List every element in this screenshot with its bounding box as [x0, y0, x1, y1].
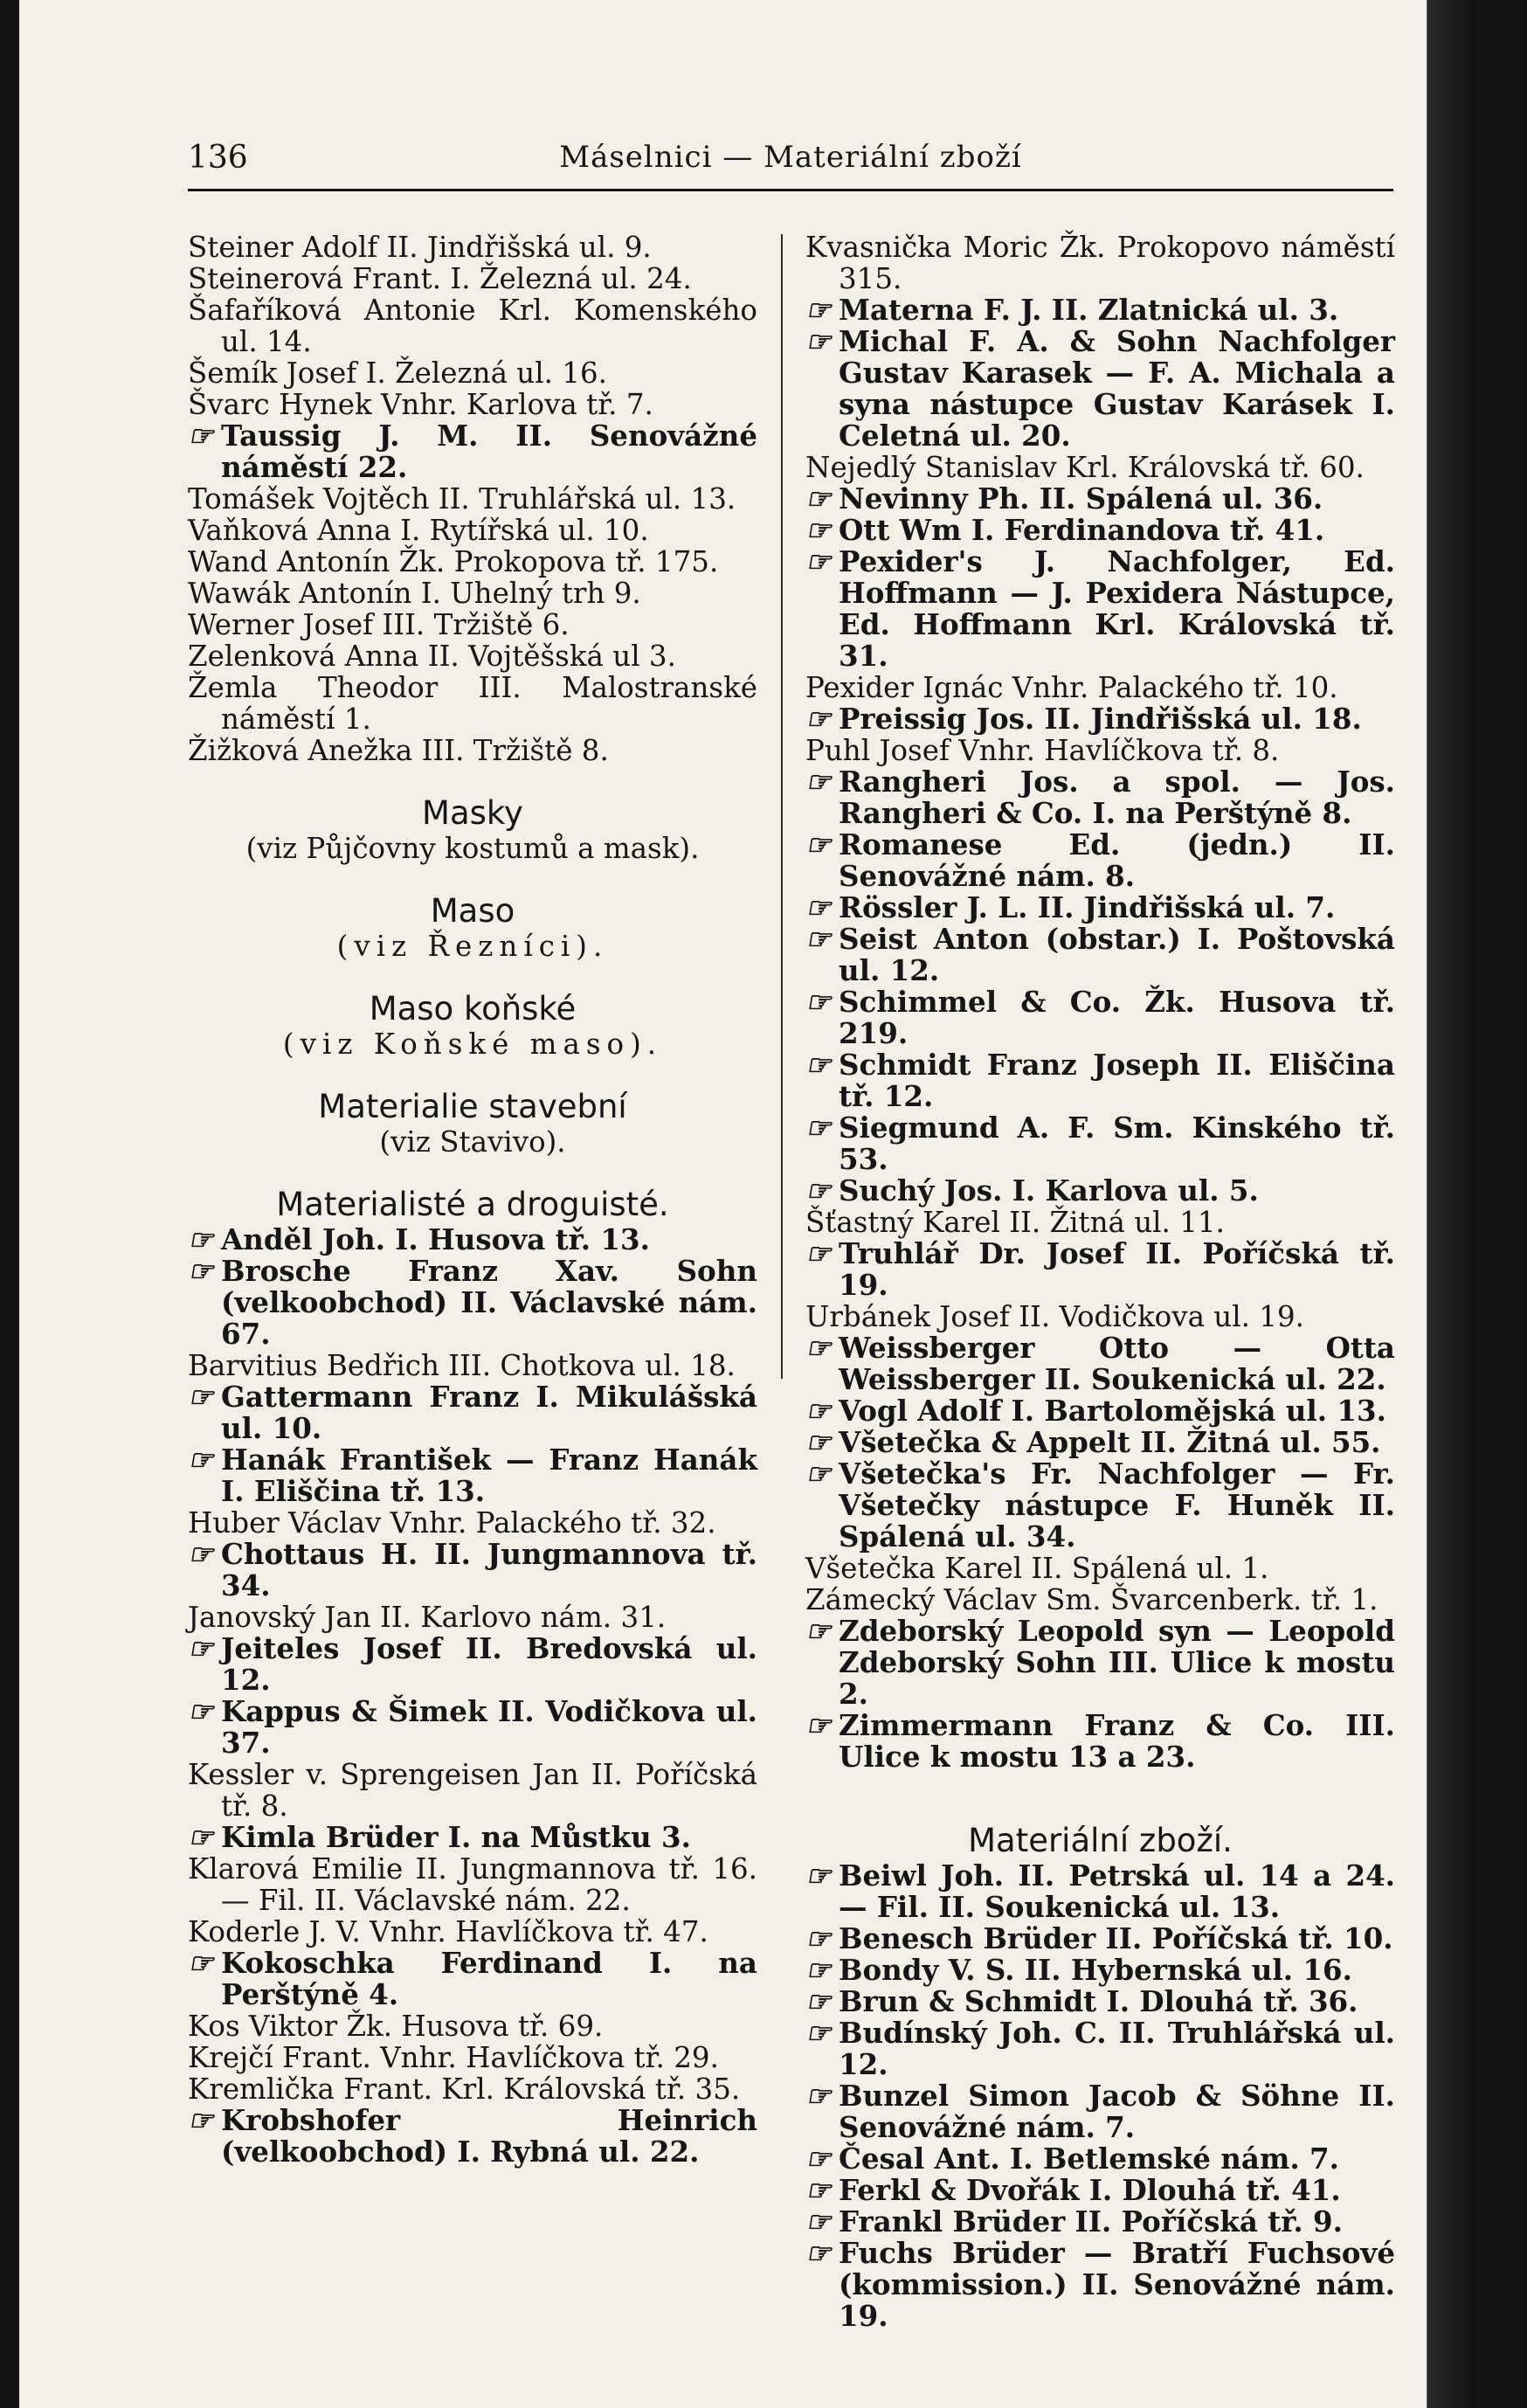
pointing-hand-icon: ☞ [805, 922, 832, 956]
pointing-hand-icon: ☞ [188, 1694, 214, 1728]
entry-text: Romanese Ed. (jedn.) II. Senovážné nám. 8. [839, 827, 1395, 893]
directory-entry [188, 1224, 757, 1256]
directory-entry [188, 578, 757, 609]
entry-text: Anděl Joh. I. Husova tř. 13. [221, 1222, 650, 1256]
directory-entry [188, 2010, 757, 2042]
pointing-hand-icon: ☞ [805, 1048, 832, 1082]
pointing-hand-icon: ☞ [805, 2079, 832, 2113]
directory-entry [805, 892, 1395, 924]
section-title: Masky [422, 794, 523, 832]
directory-entry [188, 1444, 757, 1507]
entry-text: Rössler J. L. II. Jindřišská ul. 7. [839, 890, 1336, 924]
entry-text: Chottaus H. II. Jungmannova tř. 34. [221, 1537, 757, 1602]
entry-list [805, 232, 1395, 1773]
pointing-hand-icon: ☞ [188, 1537, 214, 1571]
entry-text: Zámecký Václav Sm. Švarcenberk. tř. 1. [805, 1583, 1378, 1616]
page-header [188, 140, 1393, 183]
directory-entry [188, 483, 757, 515]
directory-page [19, 0, 1476, 2408]
pointing-hand-icon: ☞ [805, 2173, 832, 2207]
entry-text: Hanák František — Franz Hanák I. Eliščina tř. 13. [221, 1443, 757, 1508]
section-title: Maso [430, 892, 515, 930]
pointing-hand-icon: ☞ [805, 1331, 832, 1365]
directory-entry [805, 1207, 1395, 1238]
directory-entry [805, 232, 1395, 294]
entry-text: Žemla Theodor III. Malostranské náměstí 1. [188, 671, 757, 736]
entry-text: Preissig Jos. II. Jindřišská ul. 18. [839, 702, 1362, 736]
directory-entry [805, 829, 1395, 892]
directory-entry [805, 546, 1395, 672]
entry-text: Krejčí Frant. Vnhr. Havlíčkova tř. 29. [188, 2041, 719, 2074]
entry-text: Materna F. J. II. Zlatnická ul. 3. [839, 293, 1339, 327]
directory-entry [188, 2073, 757, 2105]
left-column [188, 232, 757, 2168]
entry-text: Krobshofer Heinrich (velkoobchod) I. Rybná ul. 22. [221, 2103, 757, 2169]
directory-entry [188, 2042, 757, 2073]
section-title: Maso koňské [369, 990, 577, 1028]
directory-entry [805, 1175, 1395, 1207]
header-rule [188, 189, 1393, 191]
directory-entry [188, 735, 757, 766]
entry-text: Šemík Josef I. Železná ul. 16. [188, 356, 607, 390]
entry-text: Kessler v. Sprengeisen Jan II. Poříčská tř. 8. [188, 1758, 757, 1823]
directory-entry [188, 1507, 757, 1539]
entry-text: Švarc Hynek Vnhr. Karlova tř. 7. [188, 388, 653, 421]
directory-entry [805, 1301, 1395, 1332]
entry-text: Zelenková Anna II. Vojtěšská ul 3. [188, 640, 676, 673]
directory-entry [805, 515, 1395, 546]
entry-text: Huber Václav Vnhr. Palackého tř. 32. [188, 1506, 716, 1540]
directory-entry [188, 1916, 757, 1948]
pointing-hand-icon: ☞ [805, 1394, 832, 1428]
directory-entry [188, 640, 757, 672]
directory-entry [805, 1049, 1395, 1112]
entry-text: Šafaříková Antonie Krl. Komenského ul. 14. [188, 294, 757, 358]
pointing-hand-icon: ☞ [805, 1984, 832, 2018]
directory-entry [805, 1860, 1395, 1923]
directory-entry [805, 1955, 1395, 1986]
entry-list [188, 232, 757, 766]
directory-entry [188, 1853, 757, 1916]
directory-entry [805, 2017, 1395, 2080]
directory-entry [805, 1458, 1395, 1553]
entry-text: Seist Anton (obstar.) I. Poštovská ul. 12. [839, 922, 1395, 987]
pointing-hand-icon: ☞ [188, 2103, 214, 2137]
directory-entry [188, 609, 757, 640]
section-title: Materiální zboží. [968, 1822, 1233, 1859]
entry-text: Taussig J. M. II. Senovážné náměstí 22. [221, 419, 757, 484]
directory-entry [188, 1602, 757, 1633]
directory-entry [188, 515, 757, 546]
entry-text: Wawák Antonín I. Uhelný trh 9. [188, 577, 641, 610]
pointing-hand-icon: ☞ [805, 1425, 832, 1459]
directory-entry [805, 2143, 1395, 2175]
column-divider [781, 234, 783, 1379]
entry-text: Zdeborský Leopold syn — Leopold Zdeborský Sohn III. Ulice k mostu 2. [839, 1614, 1395, 1711]
pointing-hand-icon: ☞ [805, 985, 832, 1019]
directory-entry [188, 2105, 757, 2168]
pointing-hand-icon: ☞ [188, 1820, 214, 1854]
directory-entry [188, 1948, 757, 2010]
directory-entry [188, 546, 757, 578]
directory-entry [805, 1427, 1395, 1458]
section-note: (viz Půjčovny kostumů a mask). [245, 832, 700, 865]
directory-entry [805, 452, 1395, 483]
entry-text: Nevinny Ph. II. Spálená ul. 36. [839, 481, 1323, 516]
entry-text: Budínský Joh. C. II. Truhlářská ul. 12. [839, 2016, 1395, 2081]
pointing-hand-icon: ☞ [805, 481, 832, 516]
entry-text: Bunzel Simon Jacob & Söhne II. Senovážné nám. 7. [839, 2079, 1395, 2144]
pointing-hand-icon: ☞ [805, 513, 832, 547]
section-note: (viz Řezníci). [336, 930, 609, 963]
entry-text: Weissberger Otto — Otta Weissberger II. Soukenická ul. 22. [839, 1331, 1395, 1396]
entry-text: Česal Ant. I. Betlemské nám. 7. [839, 2142, 1339, 2176]
pointing-hand-icon: ☞ [805, 324, 832, 358]
pointing-hand-icon: ☞ [805, 2142, 832, 2176]
entry-text: Suchý Jos. I. Karlova ul. 5. [839, 1173, 1259, 1207]
entry-text: Kremlička Frant. Krl. Královská tř. 35. [188, 2072, 741, 2106]
entry-text: Puhl Josef Vnhr. Havlíčkova tř. 8. [805, 734, 1280, 767]
directory-entry [805, 1986, 1395, 2017]
pointing-hand-icon: ☞ [805, 765, 832, 799]
entry-text: Janovský Jan II. Karlovo nám. 31. [188, 1601, 667, 1634]
directory-entry [188, 1381, 757, 1444]
entry-text: Kos Viktor Žk. Husova tř. 69. [188, 2010, 604, 2043]
pointing-hand-icon: ☞ [805, 2236, 832, 2270]
directory-entry [805, 2080, 1395, 2143]
entry-text: Steiner Adolf II. Jindřišská ul. 9. [188, 231, 652, 264]
entry-text: Klarová Emilie II. Jungmannova tř. 16. — Fil. II. Václavské nám. 22. [188, 1852, 757, 1917]
directory-entry [188, 672, 757, 735]
pointing-hand-icon: ☞ [805, 1953, 832, 1987]
entry-text: Benesch Brüder II. Poříčská tř. 10. [839, 1921, 1393, 1955]
entry-text: Bondy V. S. II. Hybernská ul. 16. [839, 1953, 1352, 1987]
entry-text: Schimmel & Co. Žk. Husova tř. 219. [839, 985, 1395, 1050]
directory-entry [805, 735, 1395, 766]
entry-list [188, 1224, 757, 2168]
directory-entry [805, 1332, 1395, 1395]
pointing-hand-icon: ☞ [805, 1708, 832, 1742]
entry-text: Kimla Brüder I. na Můstku 3. [221, 1820, 691, 1854]
pointing-hand-icon: ☞ [805, 2204, 832, 2238]
directory-entry [188, 357, 757, 389]
page-number: 136 [188, 140, 248, 176]
entry-text: Wand Antonín Žk. Prokopova tř. 175. [188, 545, 719, 578]
section-note: (viz Koňské maso). [282, 1028, 663, 1061]
running-title: Máselnici — Materiální zboží [559, 140, 1022, 175]
entry-text: Gattermann Franz I. Mikulášská ul. 10. [221, 1380, 757, 1445]
pointing-hand-icon: ☞ [188, 1380, 214, 1414]
right-column [805, 232, 1395, 2332]
pointing-hand-icon: ☞ [805, 827, 832, 861]
section-title: Materialie stavební [318, 1088, 627, 1125]
pointing-hand-icon: ☞ [805, 1858, 832, 1892]
entry-text: Fuchs Brüder — Bratří Fuchsové (kommission.) II. Senovážné nám. 19. [839, 2236, 1395, 2333]
directory-entry [188, 389, 757, 420]
entry-text: Jeiteles Josef II. Bredovská ul. 12. [221, 1631, 757, 1697]
directory-entry [805, 1112, 1395, 1175]
directory-entry [188, 1256, 757, 1350]
pointing-hand-icon: ☞ [805, 293, 832, 327]
directory-entry [188, 263, 757, 294]
directory-entry [805, 672, 1395, 703]
entry-text: Všetečka's Fr. Nachfolger — Fr. Všetečky nástupce F. Huněk II. Spálená ul. 34. [839, 1457, 1395, 1553]
entry-text: Michal F. A. & Sohn Nachfolger Gustav Karasek — F. A. Michala a syna nástupce Gustav Karásek I. Celetná ul. 20. [839, 324, 1395, 453]
entry-text: Schmidt Franz Joseph II. Eliščina tř. 12. [839, 1048, 1395, 1113]
directory-entry [805, 326, 1395, 452]
directory-entry [805, 483, 1395, 515]
directory-entry [188, 420, 757, 483]
entry-text: Kvasnička Moric Žk. Prokopovo náměstí 315. [805, 231, 1395, 295]
entry-text: Žižková Anežka III. Tržiště 8. [188, 734, 609, 767]
directory-entry [805, 703, 1395, 735]
directory-entry [188, 1822, 757, 1853]
entry-text: Tomášek Vojtěch II. Truhlářská ul. 13. [188, 482, 736, 516]
directory-entry [805, 1616, 1395, 1710]
directory-entry [805, 1923, 1395, 1955]
directory-entry [805, 1584, 1395, 1616]
pointing-hand-icon: ☞ [805, 1457, 832, 1491]
entry-text: Steinerová Frant. I. Železná ul. 24. [188, 262, 692, 295]
directory-entry [805, 2206, 1395, 2238]
entry-text: Barvitius Bedřich III. Chotkova ul. 18. [188, 1349, 736, 1382]
section-title: Materialisté a droguisté. [276, 1186, 669, 1223]
directory-entry [188, 1759, 757, 1822]
pointing-hand-icon: ☞ [805, 544, 832, 578]
pointing-hand-icon: ☞ [805, 1236, 832, 1270]
pointing-hand-icon: ☞ [188, 419, 214, 453]
pointing-hand-icon: ☞ [188, 1222, 214, 1256]
entry-text: Beiwl Joh. II. Petrská ul. 14 a 24. — Fil. II. Soukenická ul. 13. [839, 1858, 1395, 1924]
directory-entry [805, 766, 1395, 829]
entry-text: Všetečka & Appelt II. Žitná ul. 55. [839, 1425, 1381, 1459]
entry-text: Všetečka Karel II. Spálená ul. 1. [805, 1552, 1269, 1585]
entry-text: Kappus & Šimek II. Vodičkova ul. 37. [221, 1694, 757, 1760]
section-note: (viz Stavivo). [379, 1125, 566, 1159]
entry-text: Pexider's J. Nachfolger, Ed. Hoffmann — J. Pexidera Nástupce, Ed. Hoffmann Krl. Královská tř. 31. [839, 544, 1395, 673]
pointing-hand-icon: ☞ [188, 1631, 214, 1665]
entry-text: Rangheri Jos. a spol. — Jos. Rangheri & Co. I. na Perštýně 8. [839, 765, 1395, 830]
entry-text: Siegmund A. F. Sm. Kinského tř. 53. [839, 1111, 1395, 1176]
directory-entry [805, 986, 1395, 1049]
directory-entry [188, 232, 757, 263]
directory-entry [188, 1633, 757, 1696]
pointing-hand-icon: ☞ [805, 1614, 832, 1648]
entry-text: Ott Wm I. Ferdinandova tř. 41. [839, 513, 1325, 547]
pointing-hand-icon: ☞ [188, 1443, 214, 1477]
pointing-hand-icon: ☞ [805, 1111, 832, 1145]
directory-entry [188, 294, 757, 357]
entry-text: Šťastný Karel II. Žitná ul. 11. [805, 1206, 1225, 1239]
directory-entry [805, 924, 1395, 986]
directory-entry [805, 294, 1395, 326]
entry-text: Brosche Franz Xav. Sohn (velkoobchod) II. Václavské nám. 67. [221, 1254, 757, 1351]
entry-text: Zimmermann Franz & Co. III. Ulice k mostu 13 a 23. [839, 1708, 1395, 1774]
entry-text: Werner Josef III. Tržiště 6. [188, 608, 570, 641]
pointing-hand-icon: ☞ [805, 1173, 832, 1207]
directory-entry [188, 1539, 757, 1602]
directory-entry [805, 2238, 1395, 2332]
entry-text: Vaňková Anna I. Rytířská ul. 10. [188, 514, 649, 547]
entry-text: Kokoschka Ferdinand I. na Perštýně 4. [221, 1946, 757, 2011]
entry-text: Truhlář Dr. Josef II. Poříčská tř. 19. [839, 1236, 1395, 1302]
directory-entry [805, 1553, 1395, 1584]
entry-text: Nejedlý Stanislav Krl. Královská tř. 60. [805, 451, 1365, 484]
entry-text: Brun & Schmidt I. Dlouhá tř. 36. [839, 1984, 1358, 2018]
directory-entry [805, 1238, 1395, 1301]
pointing-hand-icon: ☞ [805, 2016, 832, 2050]
entry-text: Frankl Brüder II. Poříčská tř. 9. [839, 2204, 1343, 2238]
directory-entry [188, 1350, 757, 1381]
entry-text: Urbánek Josef II. Vodičkova ul. 19. [805, 1300, 1304, 1333]
pointing-hand-icon: ☞ [188, 1946, 214, 1980]
directory-entry [805, 1395, 1395, 1427]
pointing-hand-icon: ☞ [805, 702, 832, 736]
directory-entry [188, 1696, 757, 1759]
entry-text: Vogl Adolf I. Bartolomějská ul. 13. [839, 1394, 1386, 1428]
pointing-hand-icon: ☞ [188, 1254, 214, 1288]
pointing-hand-icon: ☞ [805, 890, 832, 924]
directory-entry [805, 1710, 1395, 1773]
entry-text: Koderle J. V. Vnhr. Havlíčkova tř. 47. [188, 1915, 708, 1948]
entry-text: Ferkl & Dvořák I. Dlouhá tř. 41. [839, 2173, 1341, 2207]
page-edge [1399, 0, 1476, 2408]
pointing-hand-icon: ☞ [805, 1921, 832, 1955]
entry-text: Pexider Ignác Vnhr. Palackého tř. 10. [805, 671, 1338, 704]
entry-list [805, 1860, 1395, 2332]
directory-entry [805, 2175, 1395, 2206]
